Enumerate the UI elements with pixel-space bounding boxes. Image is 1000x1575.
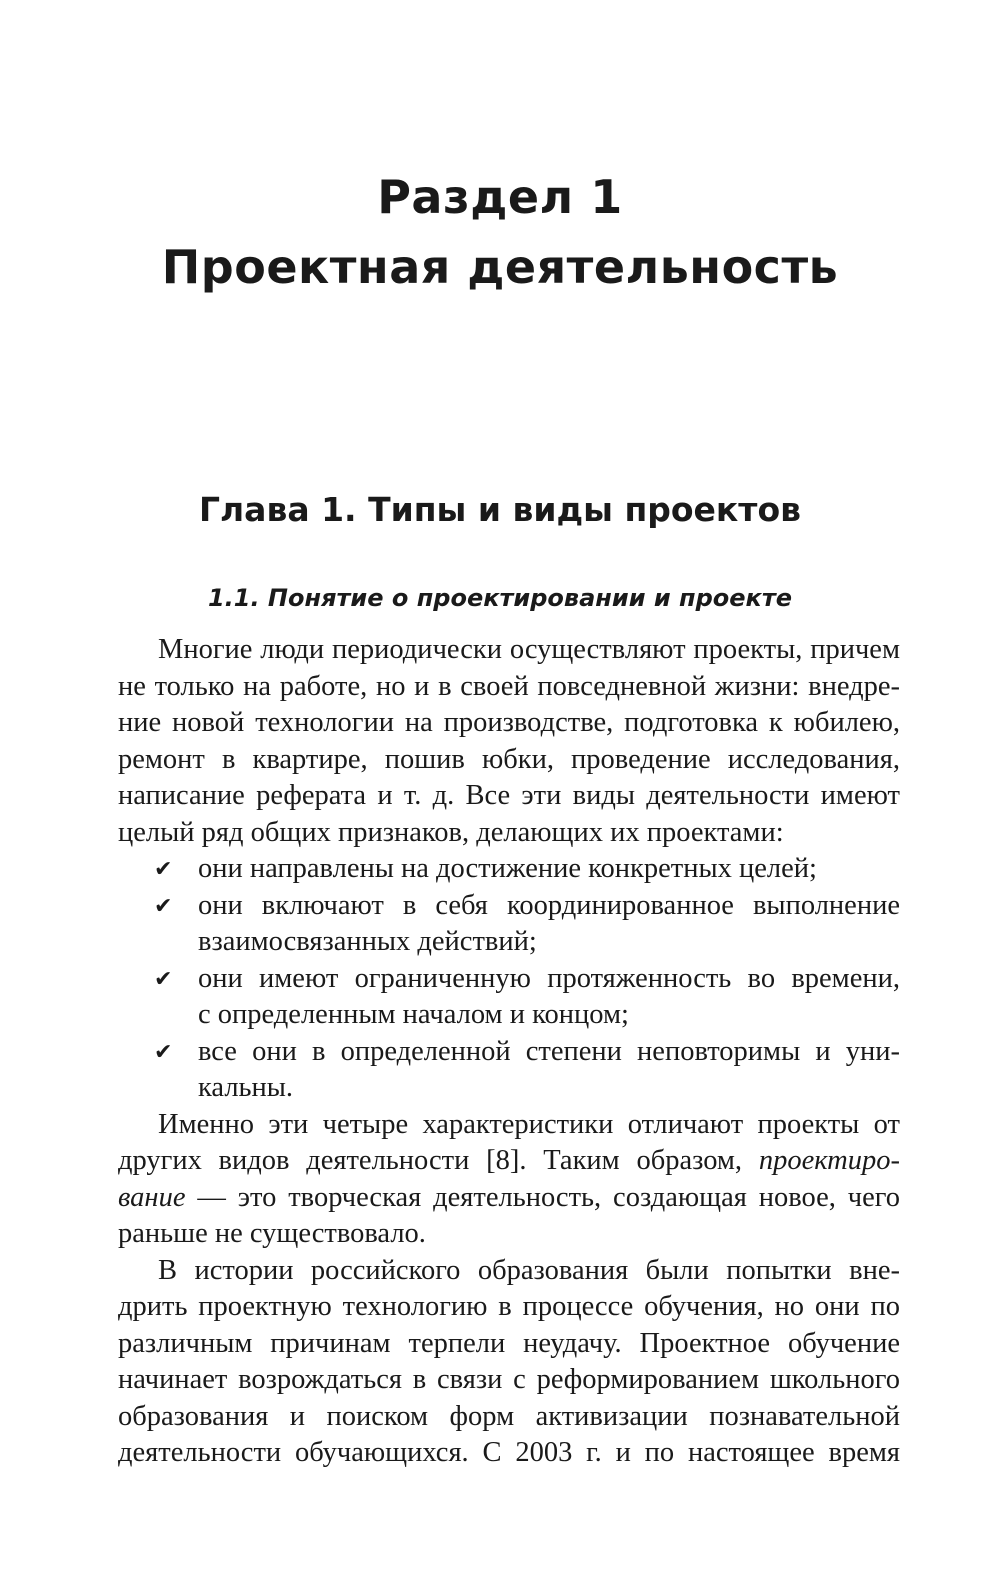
check-mark-icon: ✔ (154, 966, 173, 992)
part-number: Раздел 1 (377, 170, 623, 224)
part-title: Проектная деятельность (161, 240, 839, 294)
bullet-text: они включают в себя координированное выполнение (198, 889, 900, 921)
paragraph-line: Многие люди периодически осуществляют проекты, причем (158, 634, 900, 665)
text-run: — это творческая деятельность, создающая новое, чего (185, 1181, 900, 1213)
bullet-text: кальны. (198, 1072, 294, 1103)
paragraph-line: целый ряд общих признаков, делающих их проектами: (118, 816, 784, 848)
chapter-title: Глава 1. Типы и виды проектов (198, 490, 801, 529)
paragraph-line: начинает возрождаться в связи с реформированием школьного (118, 1364, 900, 1395)
check-mark-icon: ✔ (154, 857, 173, 882)
bullet-text: с определенным началом и концом; (198, 999, 629, 1030)
check-mark-icon: ✔ (154, 1039, 173, 1065)
bullet-text: все они в определенной степени неповторимы и уни- (198, 1035, 900, 1067)
paragraph-line: различным причинам терпели неудачу. Проектное обучение (118, 1327, 900, 1359)
bullet-item (118, 1034, 900, 1071)
bullet-item (118, 961, 900, 998)
paragraph-line (118, 1143, 900, 1180)
part-heading (0, 162, 1000, 302)
paragraph-line: раньше не существовало. (118, 1218, 426, 1249)
paragraph-line: не только на работе, но и в своей повседневной жизни: внедре- (118, 670, 900, 702)
paragraph-line: деятельности обучающихся. С 2003 г. и по настоящее время (118, 1437, 900, 1468)
paragraph-line: написание реферата и т. д. Все эти виды деятельности имеют (118, 780, 900, 811)
check-mark-icon: ✔ (154, 893, 173, 919)
paragraph-line: ние новой технологии на производстве, подготовка к юбилею, (118, 707, 900, 738)
section-title: 1.1. Понятие о проектировании и проекте (207, 584, 793, 612)
paragraph-line (118, 1180, 900, 1217)
paragraph-line: ремонт в квартире, пошив юбки, проведение исследования, (118, 743, 900, 775)
bullet-text: они имеют ограниченную протяженность во времени, (198, 962, 900, 994)
paragraph-line: В истории российского образования были попытки вне- (158, 1254, 900, 1286)
body-text (118, 632, 900, 1472)
bullet-item (118, 888, 900, 925)
paragraph-line: дрить проектную технологию в процессе обучения, но они по (118, 1291, 900, 1322)
bullet-text: взаимосвязанных действий; (198, 926, 537, 957)
term-italic: проектиро- (758, 1145, 900, 1176)
text-run: других видов деятельности [8]. Таким образом, (118, 1145, 759, 1176)
paragraph-line: образования и поиском форм активизации познавательной (118, 1400, 900, 1432)
bullet-text: они направлены на достижение конкретных целей; (198, 853, 817, 884)
bullet-item (118, 851, 900, 888)
term-italic: вание (118, 1181, 186, 1213)
paragraph-line: Именно эти четыре характеристики отличают проекты от (158, 1108, 900, 1140)
